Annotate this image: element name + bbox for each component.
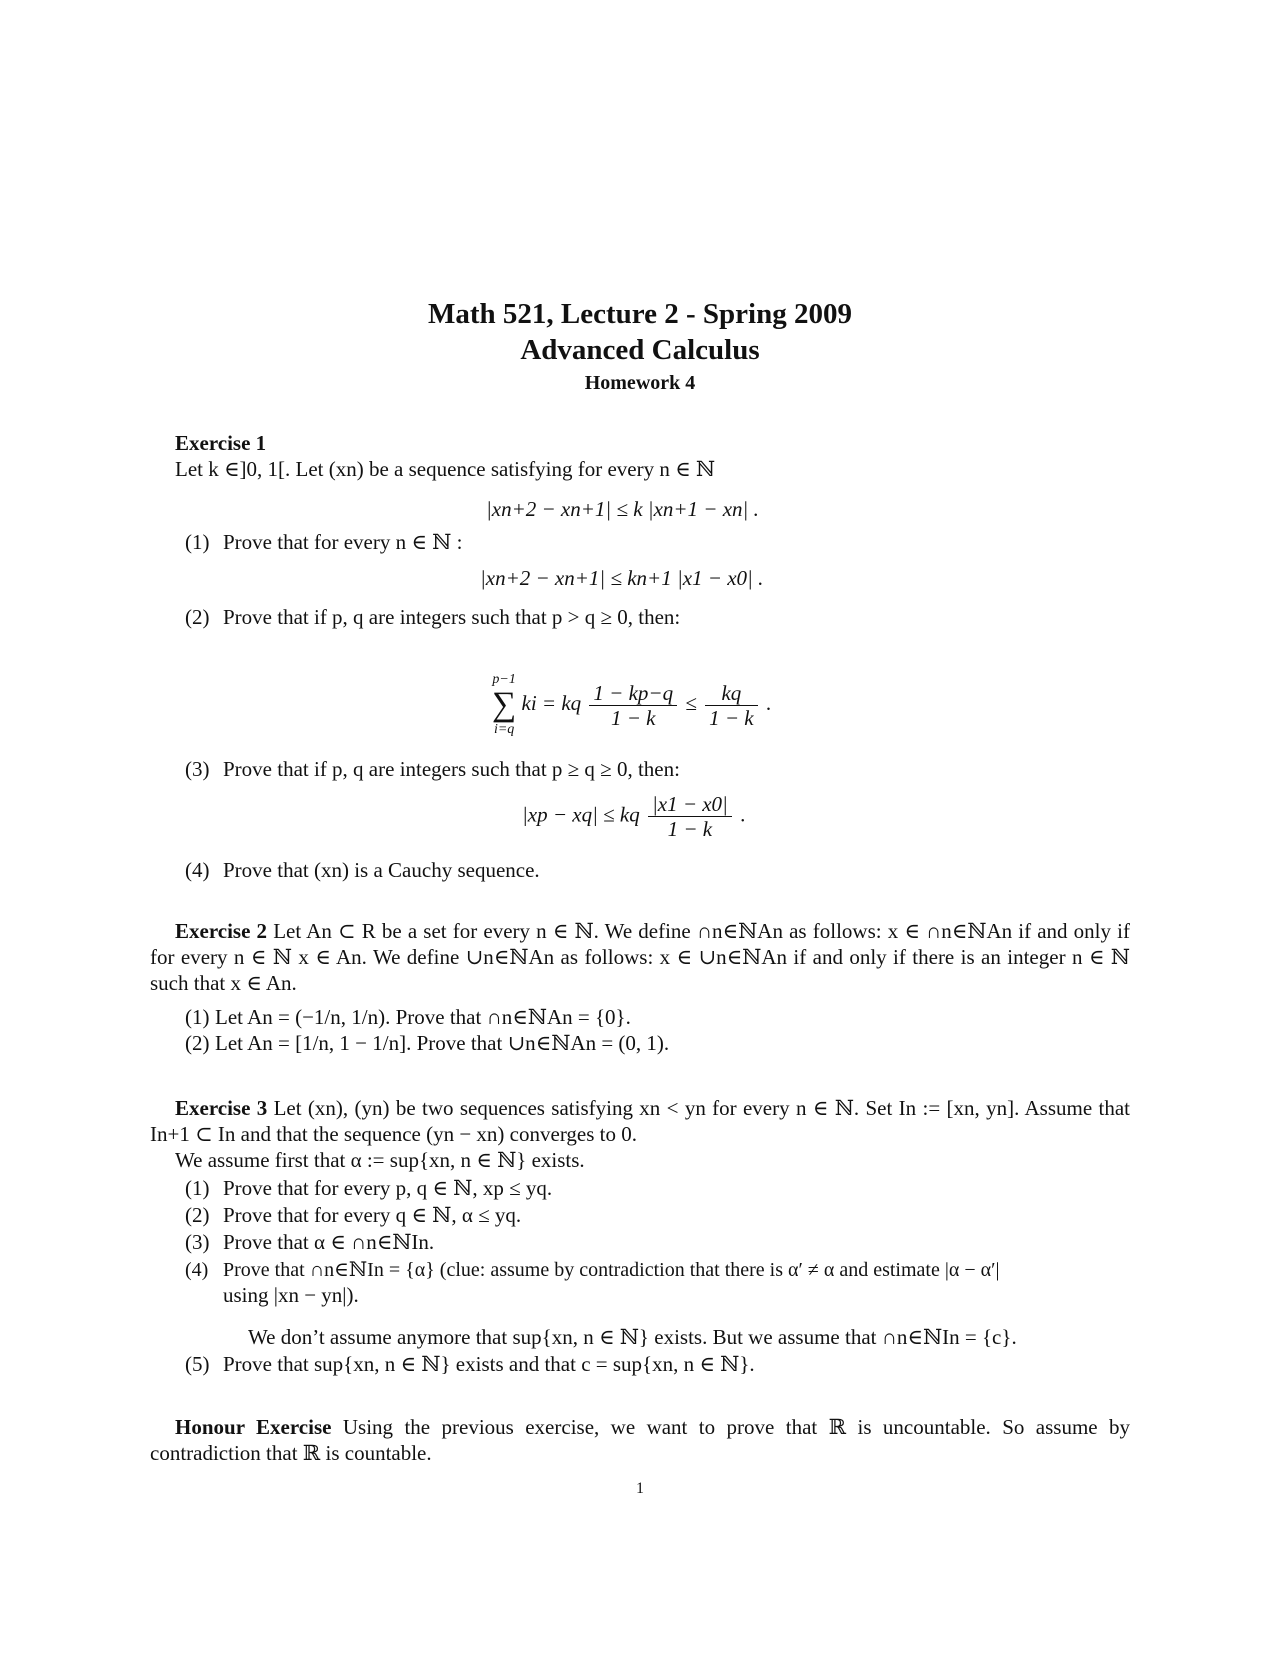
exercise-1-equation-1: |xn+2 − xn+1| ≤ kn+1 |x1 − x0| . [480, 566, 764, 590]
homework-label: Homework 4 [584, 372, 696, 394]
item-number: (3) [185, 757, 210, 781]
item-number: (4) [185, 1259, 209, 1281]
item-text: Prove that if p, q are integers such that p ≥ q ≥ 0, then: [223, 757, 680, 781]
equation-lhs: |xp − xq| ≤ kq [522, 802, 640, 827]
fraction-denominator: 1 − k [610, 705, 656, 730]
item-number: (2) [185, 1031, 210, 1055]
item-number: (5) [185, 1352, 210, 1376]
exercise-3-item-1 [185, 1176, 552, 1201]
item-text: Let An = [1/n, 1 − 1/n]. Prove that ∪n∈ℕAn = (0, 1). [215, 1031, 670, 1055]
exercise-1-equation-3 [522, 792, 745, 841]
exercise-2-heading: Exercise 2 [175, 919, 268, 943]
course-name: Advanced Calculus [520, 334, 760, 366]
honour-exercise-paragraph [150, 1414, 1130, 1466]
exercise-2-paragraph [150, 918, 1130, 996]
equation-end: . [765, 690, 772, 715]
exercise-3-item-3 [185, 1230, 434, 1255]
sum-upper-limit: p−1 [492, 672, 516, 687]
exercise-1-item-4 [185, 858, 540, 883]
item-text: Prove that ∩n∈ℕIn = {α} (clue: assume by contradiction that there is α′ ≠ α and estimate |α − α′| [223, 1259, 1000, 1281]
item-text: Prove that α ∈ ∩n∈ℕIn. [223, 1230, 435, 1254]
fraction-denominator: 1 − k [667, 817, 713, 841]
exercise-1-item-3 [185, 757, 680, 782]
item-text: Prove that if p, q are integers such that p > q ≥ 0, then: [223, 605, 681, 629]
fraction-1 [589, 681, 677, 730]
exercise-2-item-1 [185, 1005, 631, 1030]
exercise-2-item-2 [185, 1031, 669, 1056]
fraction-numerator: |x1 − x0| [648, 792, 732, 817]
exercise-1-intro: Let k ∈]0, 1[. Let (xn) be a sequence satisfying for every n ∈ ℕ [175, 457, 716, 481]
fraction-numerator: kq [705, 681, 758, 706]
item-number: (2) [185, 1203, 210, 1227]
relation: ≤ [685, 690, 697, 715]
fraction [648, 792, 732, 841]
item-text: Prove that (xn) is a Cauchy sequence. [223, 858, 540, 882]
item-number: (3) [185, 1230, 210, 1254]
exercise-3-item-4 [185, 1257, 999, 1282]
fraction-2 [705, 681, 758, 730]
exercise-1-equation-2 [492, 672, 771, 738]
item-number: (1) [185, 1005, 210, 1029]
exercise-3-paragraph [150, 1095, 1130, 1147]
sigma-icon: ∑ [492, 686, 517, 723]
exercise-3-note: We don’t assume anymore that sup{xn, n ∈ ℕ} exists. But we assume that ∩n∈ℕIn = {c}. [248, 1325, 1017, 1349]
exercise-3-item-2 [185, 1203, 521, 1228]
item-text: Prove that sup{xn, n ∈ ℕ} exists and that c = sup{xn, n ∈ ℕ}. [223, 1352, 755, 1376]
item-text: Prove that for every q ∈ ℕ, α ≤ yq. [223, 1203, 522, 1227]
exercise-1-item-1 [185, 530, 462, 555]
exercise-2-text: Let An ⊂ R be a set for every n ∈ ℕ. We define ∩n∈ℕAn as follows: x ∈ ∩n∈ℕAn if and only if for every n ∈ ℕ x ∈ An. We define ∪n∈ℕAn as follows: x ∈ ∪n∈ℕAn if and only if there is an integer n ∈ ℕ such that x ∈ An. [150, 919, 1130, 995]
page-title: Math 521, Lecture 2 - Spring 2009 [428, 298, 852, 330]
exercise-1-inequality: |xn+2 − xn+1| ≤ k |xn+1 − xn| . [486, 497, 759, 521]
fraction-numerator: 1 − kp−q [589, 681, 677, 706]
item-text: Let An = (−1/n, 1/n). Prove that ∩n∈ℕAn = {0}. [215, 1005, 631, 1029]
exercise-3-assumption: We assume first that α := sup{xn, n ∈ ℕ} exists. [175, 1148, 585, 1172]
exercise-3-item-4-continued: using |xn − yn|). [223, 1283, 359, 1307]
item-number: (4) [185, 858, 210, 882]
summation [492, 672, 516, 738]
item-text: Prove that for every p, q ∈ ℕ, xp ≤ yq. [223, 1176, 553, 1200]
sum-lower-limit: i=q [493, 722, 515, 737]
item-number: (2) [185, 605, 210, 629]
item-text: Prove that for every n ∈ ℕ : [223, 530, 463, 554]
item-number: (1) [185, 530, 210, 554]
exercise-3-heading: Exercise 3 [175, 1096, 268, 1120]
honour-exercise-text: Using the previous exercise, we want to prove that ℝ is uncountable. So assume by contradiction that ℝ is countable. [150, 1415, 1131, 1465]
exercise-1-heading: Exercise 1 [175, 431, 267, 455]
exercise-3-text: Let (xn), (yn) be two sequences satisfying xn < yn for every n ∈ ℕ. Set In := [xn, yn]. Assume that In+1 ⊂ In and that the sequence (yn − xn) converges to 0. [150, 1096, 1131, 1146]
honour-exercise-heading: Honour Exercise [175, 1415, 332, 1439]
exercise-3-item-5 [185, 1352, 755, 1377]
equation-end: . [740, 802, 746, 827]
fraction-denominator: 1 − k [709, 705, 754, 730]
exercise-1-item-2 [185, 605, 680, 630]
item-number: (1) [185, 1176, 210, 1200]
page-number: 1 [636, 1480, 644, 1497]
sum-lhs: ki = kq [521, 690, 582, 715]
